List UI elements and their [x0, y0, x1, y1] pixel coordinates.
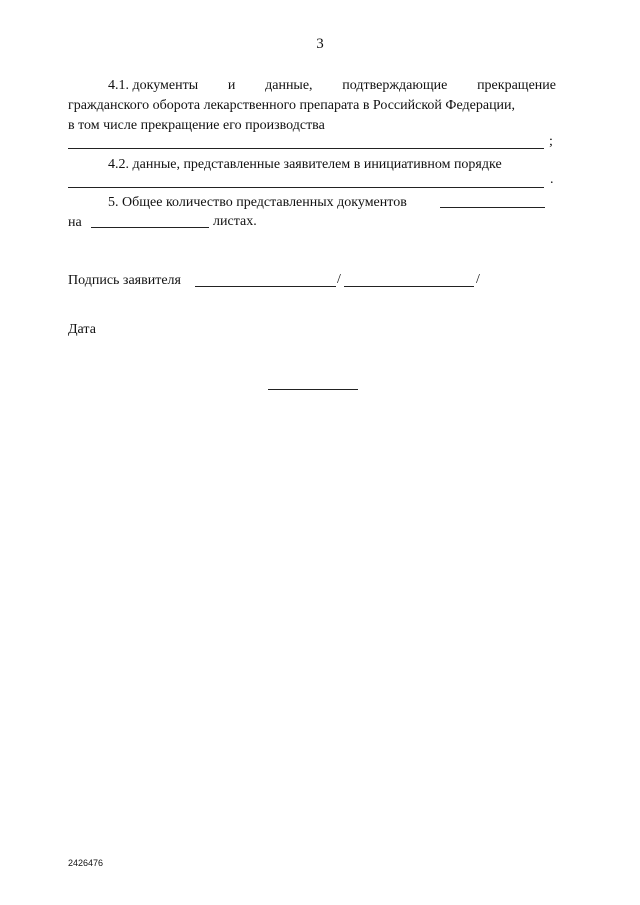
- section-4-1-line-3: в том числе прекращение его производства: [68, 118, 325, 133]
- section-5-text: 5. Общее количество представленных документов: [108, 195, 407, 210]
- signature-separator: /: [337, 272, 341, 287]
- section-4-2-blank-field[interactable]: [68, 186, 544, 188]
- section-4-1-line-2: гражданского оборота лекарственного препарата в Российской Федерации,: [68, 98, 516, 113]
- document-count-field[interactable]: [440, 195, 545, 208]
- signature-name-field[interactable]: [344, 274, 474, 287]
- section-4-1-word: 4.1. документы: [108, 78, 199, 93]
- signature-label: Подпись заявителя: [68, 273, 181, 288]
- section-5-sheets-label: листах.: [213, 214, 257, 229]
- closing-separator-line: [268, 389, 358, 390]
- section-4-1-first-line: [68, 77, 556, 95]
- signature-field[interactable]: [195, 274, 336, 287]
- section-4-1-word: прекращение: [477, 78, 556, 93]
- signature-end-slash: /: [476, 272, 480, 287]
- section-4-1-word: и: [227, 78, 236, 93]
- section-4-1-semicolon: ;: [549, 134, 553, 149]
- sheet-count-field[interactable]: [91, 215, 209, 228]
- section-4-1-blank-field[interactable]: [68, 147, 544, 149]
- section-5-na: на: [68, 215, 82, 230]
- date-label: Дата: [68, 322, 96, 337]
- document-code: 2426476: [68, 858, 104, 868]
- section-4-2-text: 4.2. данные, представленные заявителем в инициативном порядке: [108, 157, 502, 172]
- section-4-2-period: .: [550, 172, 554, 187]
- page-number: 3: [316, 36, 324, 52]
- section-4-1-word: подтверждающие: [342, 78, 448, 93]
- section-4-1-word: данные,: [265, 78, 313, 93]
